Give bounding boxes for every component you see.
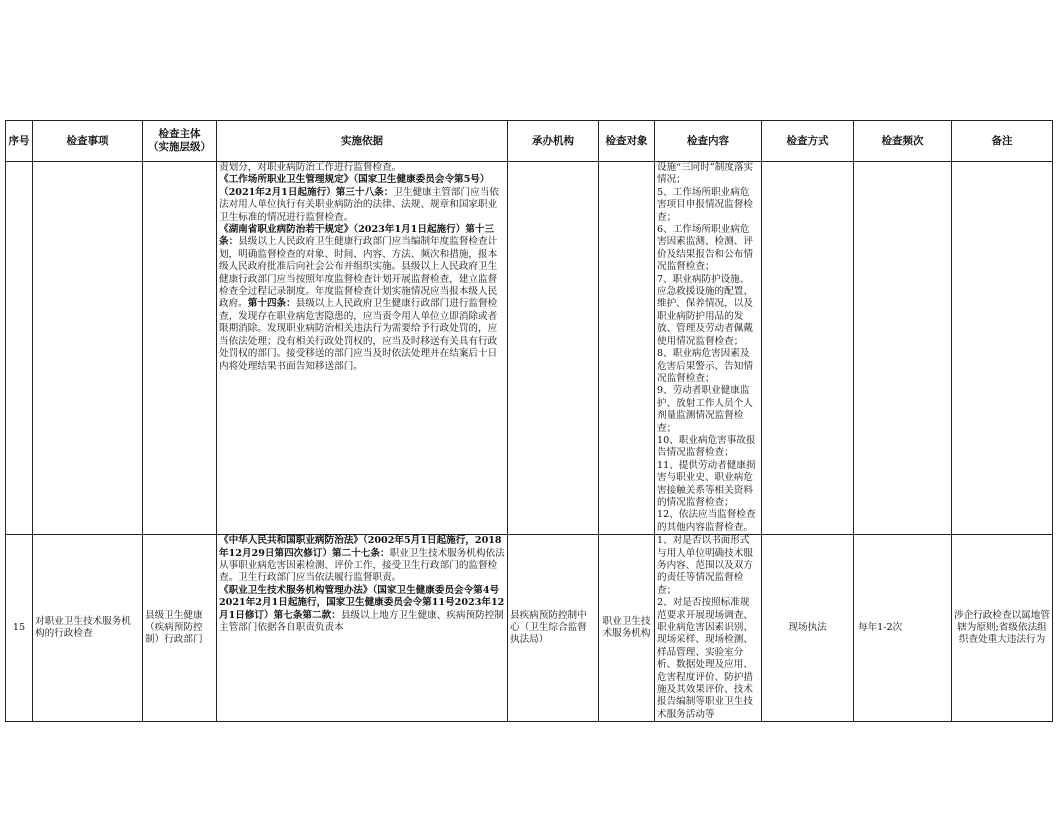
- basis-paragraph: 《湖南省职业病防治若干规定》（2023年1月1日起施行）第十三条：县级以上人民政府卫生健康行政部门应当编制年度监督检查计划，明确监督检查的对象、时间、内容、方法、频次和措施，报本级人民政府批准后向社会公布并组织实施。县级以上人民政府卫生健康行政部门应当按照年度监督检查计划开展监督检查，建立监督检查全过程记录制度。年度监督检查计划实施情况应当报本级人民政府。第十四条：县级以上人民政府卫生健康行政部门进行监督检查，发现存在职业病危害隐患的，应当责令用人单位立即消除或者限期消除。发现职业病防治相关违法行为需要给予行政处罚的，应当依法处理；没有相关行政处罚权的，应当及时移送有关具有行政处罚权的部门。接受移送的部门应当及时依法处理并在结案后十日内将处理结果书面告知移送部门。: [219, 224, 498, 372]
- cell-target: 职业卫生技术服务机构: [599, 535, 655, 722]
- content-line: 6、工作场所职业病危害因素监测、检测、评价及结果报告和公布情况监督检查；: [657, 224, 753, 273]
- cell-remark: [952, 162, 1053, 535]
- cell-basis: [217, 162, 508, 535]
- header-frequency: 检查频次: [854, 121, 952, 162]
- header-method: 检查方式: [762, 121, 854, 162]
- content-line: 7、职业病防护设施、应急救援设施的配置、维护、保养情况，以及职业病防护用品的发放、管理及劳动者佩戴使用情况监督检查；: [657, 273, 753, 347]
- content-line: 设施“三同时”制度落实情况；: [657, 162, 754, 186]
- header-item: 检查事项: [33, 121, 143, 162]
- cell-method: [762, 162, 854, 535]
- table-header-row: [6, 121, 1053, 162]
- cell-content: [655, 535, 762, 722]
- cell-frequency: [854, 162, 952, 535]
- cell-method: 现场执法: [762, 535, 854, 722]
- header-seq: 序号: [6, 121, 33, 162]
- table-row: [6, 162, 1053, 535]
- cell-frequency: 每年1-2次: [854, 535, 952, 722]
- content-line: 1、对是否以书面形式与用人单位明确技术服务内容、范围以及双方的责任等情况监督检查；: [657, 535, 753, 596]
- content-line: 8、职业病危害因素及危害后果警示、告知情况监督检查；: [657, 348, 753, 384]
- cell-remark: 涉企行政检查以属地管辖为原则;省级依法组织查处重大违法行为: [952, 535, 1053, 722]
- content-line: 2、对是否按照标准规范要求开展现场调查、职业病危害因素识别、现场采样、现场检测、样品管理、实验室分析、数据处理及应用、危害程度评价、防护措施及其效果评价、技术报告编制等职业卫生技术服务活动等: [657, 597, 753, 720]
- header-content: 检查内容: [655, 121, 762, 162]
- cell-item: 对职业卫生技术服务机构的行政检查: [33, 535, 143, 722]
- header-target: 检查对象: [599, 121, 655, 162]
- inspection-table: [5, 120, 1053, 722]
- header-agency: 承办机构: [508, 121, 599, 162]
- cell-item: [33, 162, 143, 535]
- cell-target: [599, 162, 655, 535]
- table-row: [6, 535, 1053, 722]
- basis-paragraph: 责划分，对职业病防治工作进行监督检查。: [219, 162, 402, 173]
- content-line: 11、提供劳动者健康损害与职业史、职业病危害接触关系等相关资料的情况监督检查；: [657, 459, 756, 508]
- header-remark: 备注: [952, 121, 1053, 162]
- cell-agency: [508, 162, 599, 535]
- cell-agency: 县疾病预防控制中心（卫生综合监督执法局）: [508, 535, 599, 722]
- header-basis: 实施依据: [217, 121, 508, 162]
- basis-paragraph: 《工作场所职业卫生管理规定》（国家卫生健康委员会令第5号）（2021年2月1日起施行）第三十八条：卫生健康主管部门应当依法对用人单位执行有关职业病防治的法律、法规、规章和国家职业卫生标准的情况进行监督检查。: [219, 174, 499, 223]
- cell-seq: 15: [6, 535, 33, 722]
- basis-paragraph: 《职业卫生技术服务机构管理办法》（国家卫生健康委员会令第4号2021年2月1日起施行，国家卫生健康委员会令第11号2023年12月1日修订）第七条第二款：县级以上地方卫生健康、疾病预防控制主管部门依据各自职责负责本: [219, 584, 505, 634]
- header-subject: 检查主体 （实施层级）: [143, 121, 217, 162]
- cell-seq: [6, 162, 33, 535]
- content-line: 10、职业病危害事故报告情况监督检查；: [657, 434, 756, 459]
- basis-paragraph: 《中华人民共和国职业病防治法》（2002年5月1日起施行，2018年12月29日第四次修订）第二十七条：职业卫生技术服务机构依法从事职业病危害因素检测、评价工作，接受卫生行政部门的监督检查。卫生行政部门应当依法履行监督职责。: [219, 535, 505, 584]
- cell-subject: [143, 162, 217, 535]
- content-line: 5、工作场所职业病危害项目申报情况监督检查；: [657, 186, 753, 223]
- cell-content: [655, 162, 762, 535]
- content-line: 9、劳动者职业健康监护、放射工作人员个人剂量监测情况监督检查；: [657, 385, 753, 434]
- cell-basis: [217, 535, 508, 722]
- cell-subject: 县级卫生健康（疾病预防控制）行政部门: [143, 535, 217, 722]
- content-line: 12、依法应当监督检查的其他内容监督检查。: [657, 509, 756, 533]
